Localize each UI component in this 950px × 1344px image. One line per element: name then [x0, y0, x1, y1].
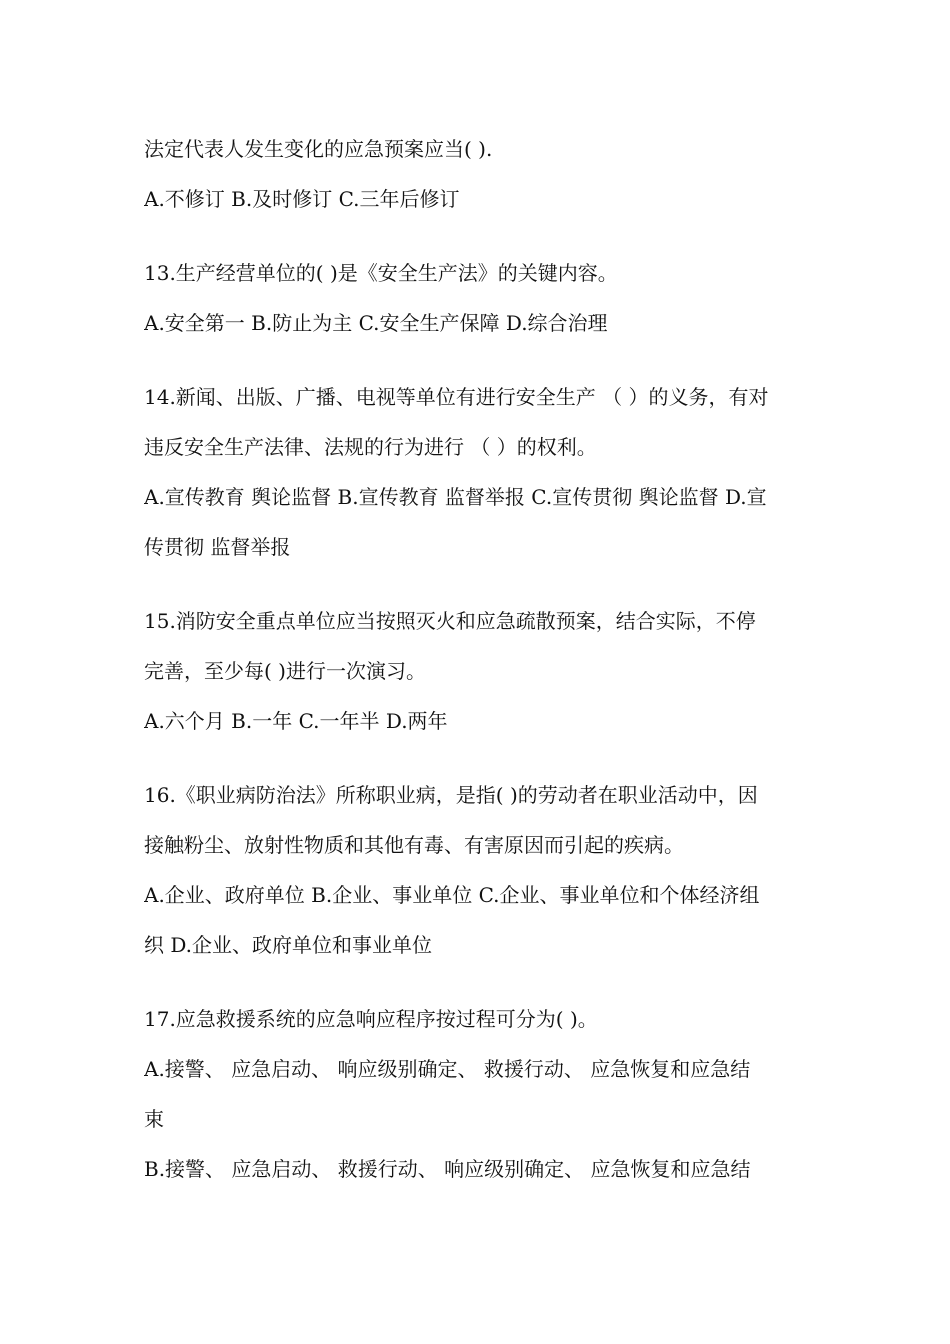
answer-options-line: 束	[144, 1107, 164, 1131]
question-block	[144, 994, 810, 1194]
question-text-line: 14.新闻、出版、广播、电视等单位有进行安全生产 （ ）的义务，有对	[144, 385, 769, 409]
question-text-line: 完善，至少每( )进行一次演习。	[144, 659, 426, 683]
answer-options-line: A.企业、政府单位 B.企业、事业单位 C.企业、事业单位和个体经济组	[144, 883, 760, 907]
question-text-line: 法定代表人发生变化的应急预案应当( ).	[144, 137, 493, 161]
question-spacer	[144, 572, 810, 596]
question-text-line: 违反安全生产法律、法规的行为进行 （ ）的权利。	[144, 435, 597, 459]
question-text-line: 15.消防安全重点单位应当按照灭火和应急疏散预案，结合实际，不停	[144, 609, 756, 633]
question-text-line: 13.生产经营单位的( )是《安全生产法》的关键内容。	[144, 261, 618, 285]
question-block	[144, 596, 810, 746]
answer-options-line: 传贯彻 监督举报	[144, 535, 291, 559]
answer-options-line: A.安全第一 B.防止为主 C.安全生产保障 D.综合治理	[144, 311, 608, 335]
question-text-line: 接触粉尘、放射性物质和其他有毒、有害原因而引起的疾病。	[144, 833, 684, 857]
question-block	[144, 124, 810, 224]
answer-options-line: 织 D.企业、政府单位和事业单位	[144, 933, 433, 957]
question-block	[144, 372, 810, 572]
answer-options-line: A.不修订 B.及时修订 C.三年后修订	[144, 187, 460, 211]
answer-options-line: B.接警、 应急启动、 救援行动、 响应级别确定、 应急恢复和应急结	[144, 1157, 751, 1181]
answer-options-line: A.接警、 应急启动、 响应级别确定、 救援行动、 应急恢复和应急结	[144, 1057, 751, 1081]
answer-options-line: A.宣传教育 舆论监督 B.宣传教育 监督举报 C.宣传贯彻 舆论监督 D.宣	[144, 485, 767, 509]
answer-options-line: A.六个月 B.一年 C.一年半 D.两年	[144, 709, 448, 733]
question-block	[144, 770, 810, 970]
question-block	[144, 248, 810, 348]
question-text-line: 17.应急救援系统的应急响应程序按过程可分为( )。	[144, 1007, 598, 1031]
question-text-line: 16.《职业病防治法》所称职业病，是指( )的劳动者在职业活动中，因	[144, 783, 758, 807]
question-spacer	[144, 224, 810, 248]
question-spacer	[144, 348, 810, 372]
question-spacer	[144, 746, 810, 770]
question-spacer	[144, 970, 810, 994]
document-page	[144, 124, 810, 1194]
